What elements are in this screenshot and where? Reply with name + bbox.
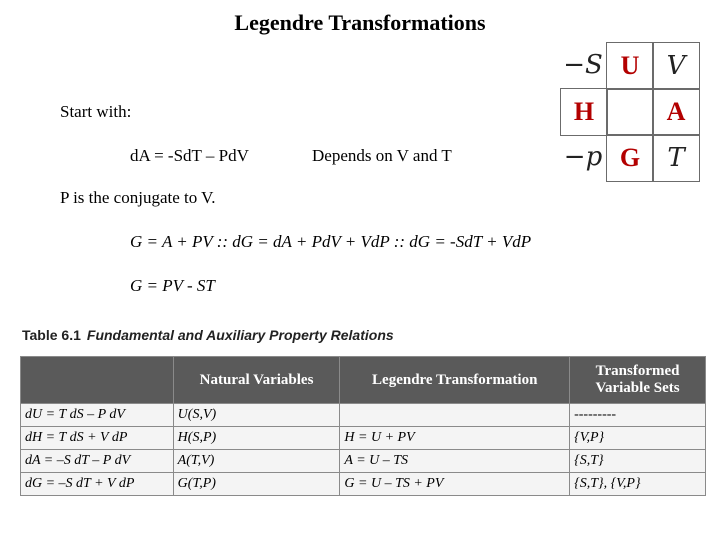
square-h: H — [560, 88, 608, 136]
cell-fundamental: dG = –S dT + V dP — [21, 473, 174, 496]
header-blank — [21, 357, 174, 404]
cell-natural-vars: G(T,P) — [173, 473, 340, 496]
table-caption-title: Fundamental and Auxiliary Property Relations — [86, 327, 394, 343]
header-transformed-variable-sets: Transformed Variable Sets — [570, 357, 706, 404]
property-relations-table — [20, 356, 706, 496]
equation-g: G = PV - ST — [130, 276, 215, 295]
start-with-label: Start with: — [60, 102, 132, 121]
header-natural-variables: Natural Variables — [173, 357, 340, 404]
table-header-row — [21, 357, 706, 404]
table-row — [21, 450, 706, 473]
cell-variable-sets: {S,T} — [570, 450, 706, 473]
square-minus-s: −S — [563, 50, 603, 80]
table-row — [21, 404, 706, 427]
cell-fundamental: dA = –S dT – P dV — [21, 450, 174, 473]
square-v: V — [652, 42, 700, 90]
depends-note: Depends on V and T — [312, 146, 452, 165]
square-u: U — [606, 42, 654, 90]
conjugate-note: P is the conjugate to V. — [60, 188, 216, 207]
header-legendre-transformation: Legendre Transformation — [340, 357, 570, 404]
cell-natural-vars: U(S,V) — [173, 404, 340, 427]
cell-variable-sets: {S,T}, {V,P} — [570, 473, 706, 496]
square-a: A — [652, 88, 700, 136]
table-row — [21, 427, 706, 450]
square-t: T — [652, 134, 700, 182]
table-caption — [22, 327, 394, 343]
cell-fundamental: dU = T dS – P dV — [21, 404, 174, 427]
cell-variable-sets: --------- — [570, 404, 706, 427]
square-minus-p: −p — [563, 142, 603, 172]
square-g: G — [606, 134, 654, 182]
cell-transformation: H = U + PV — [340, 427, 570, 450]
cell-transformation: A = U – TS — [340, 450, 570, 473]
cell-natural-vars: H(S,P) — [173, 427, 340, 450]
cell-transformation — [340, 404, 570, 427]
cell-natural-vars: A(T,V) — [173, 450, 340, 473]
square-center — [606, 88, 654, 136]
cell-variable-sets: {V,P} — [570, 427, 706, 450]
equation-dA: dA = -SdT – PdV — [130, 146, 249, 165]
page-title: Legendre Transformations — [234, 10, 486, 35]
cell-transformation: G = U – TS + PV — [340, 473, 570, 496]
table-caption-label: Table 6.1 — [22, 327, 81, 343]
table-row — [21, 473, 706, 496]
cell-fundamental: dH = T dS + V dP — [21, 427, 174, 450]
equation-g-chain: G = A + PV :: dG = dA + PdV + VdP :: dG = -SdT + VdP — [130, 232, 532, 251]
